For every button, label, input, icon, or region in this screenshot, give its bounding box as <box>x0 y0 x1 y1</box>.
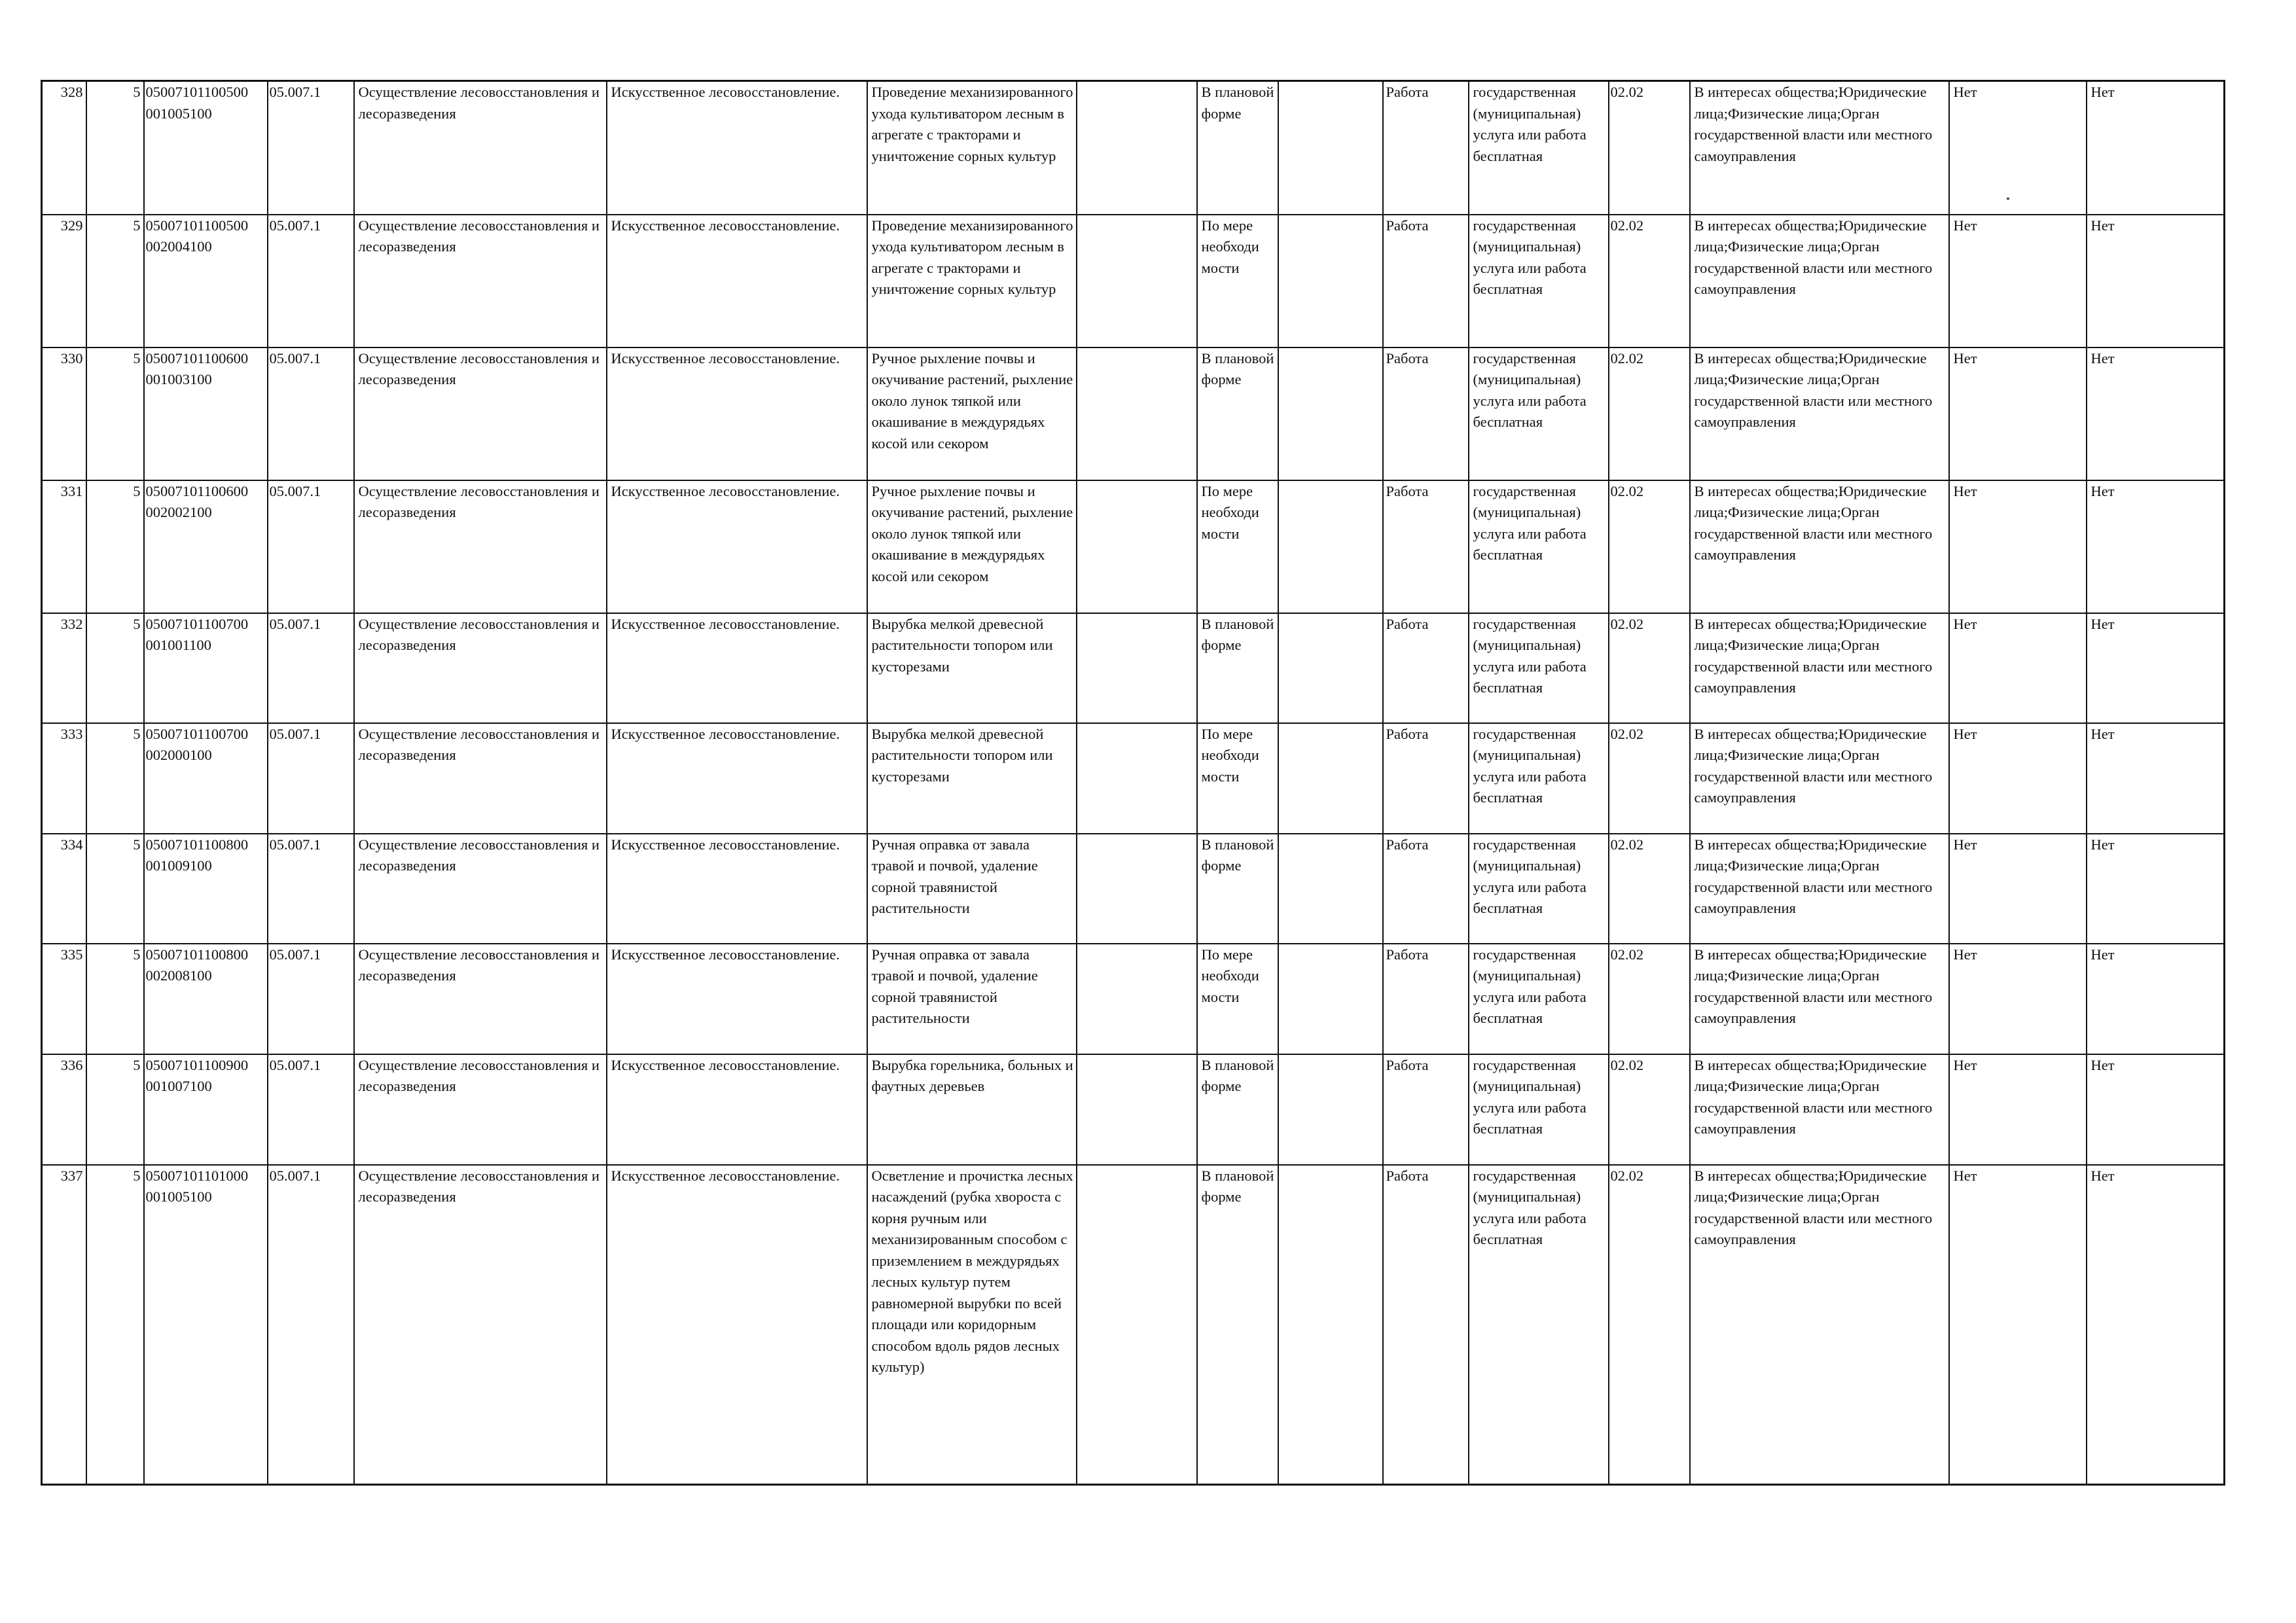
cell-service: государственная (муниципальная) услуга или работа бесплатная <box>1469 480 1609 613</box>
cell-empty2 <box>1278 81 1383 215</box>
cell-activity: Осуществление лесовосстановления и лесоразведения <box>354 834 607 944</box>
cell-kind: Работа <box>1383 348 1469 480</box>
cell-no1: Нет <box>1949 348 2087 480</box>
cell-no1: Нет <box>1949 215 2087 348</box>
cell-no2: Нет <box>2087 348 2225 480</box>
table-row <box>42 723 2225 834</box>
cell-activity: Осуществление лесовосстановления и лесоразведения <box>354 81 607 215</box>
cell-empty2 <box>1278 348 1383 480</box>
cell-code2: 02.02 <box>1609 944 1690 1054</box>
cell-empty2 <box>1278 480 1383 613</box>
cell-code2: 02.02 <box>1609 1054 1690 1165</box>
cell-okved: 05.007.1 <box>268 1054 354 1165</box>
table-row <box>42 1165 2225 1485</box>
cell-num: 336 <box>42 1054 86 1165</box>
cell-code2: 02.02 <box>1609 834 1690 944</box>
cell-okved: 05.007.1 <box>268 834 354 944</box>
cell-okved: 05.007.1 <box>268 480 354 613</box>
table-row <box>42 944 2225 1054</box>
cell-no2: Нет <box>2087 1165 2225 1485</box>
cell-kind: Работа <box>1383 1054 1469 1165</box>
cell-type: Искусственное лесовосстановление. <box>607 81 867 215</box>
cell-empty2 <box>1278 1054 1383 1165</box>
cell-activity: Осуществление лесовосстановления и лесоразведения <box>354 613 607 723</box>
cell-num: 328 <box>42 81 86 215</box>
cell-work: Ручное рыхление почвы и окучивание растений, рыхление около лунок тяпкой или окашивание в междурядьях косой или секором <box>867 348 1077 480</box>
cell-okved: 05.007.1 <box>268 1165 354 1485</box>
cell-empty1 <box>1077 723 1197 834</box>
cell-kind: Работа <box>1383 1165 1469 1485</box>
cell-sub: 5 <box>86 613 144 723</box>
cell-num: 331 <box>42 480 86 613</box>
cell-sub: 5 <box>86 480 144 613</box>
cell-kind: Работа <box>1383 723 1469 834</box>
cell-type: Искусственное лесовосстановление. <box>607 215 867 348</box>
cell-code2: 02.02 <box>1609 81 1690 215</box>
cell-work: Вырубка мелкой древесной растительности топором или кусторезами <box>867 613 1077 723</box>
cell-empty2 <box>1278 1165 1383 1485</box>
cell-type: Искусственное лесовосстановление. <box>607 944 867 1054</box>
cell-okved: 05.007.1 <box>268 348 354 480</box>
cell-activity: Осуществление лесовосстановления и лесоразведения <box>354 1165 607 1485</box>
table-body <box>42 81 2225 1485</box>
cell-interest: В интересах общества;Юридические лица;Физические лица;Орган государственной власти или местного самоуправления <box>1690 480 1949 613</box>
cell-interest: В интересах общества;Юридические лица;Физические лица;Орган государственной власти или местного самоуправления <box>1690 215 1949 348</box>
cell-empty1 <box>1077 944 1197 1054</box>
cell-no2: Нет <box>2087 1054 2225 1165</box>
cell-work: Вырубка горельника, больных и фаутных деревьев <box>867 1054 1077 1165</box>
cell-type: Искусственное лесовосстановление. <box>607 1054 867 1165</box>
cell-code: 05007101100800 002008100 <box>144 944 268 1054</box>
cell-service: государственная (муниципальная) услуга или работа бесплатная <box>1469 723 1609 834</box>
cell-form: По мере необходи мости <box>1197 944 1278 1054</box>
table-row <box>42 215 2225 348</box>
cell-service: государственная (муниципальная) услуга или работа бесплатная <box>1469 613 1609 723</box>
cell-empty1 <box>1077 1165 1197 1485</box>
cell-no2: Нет <box>2087 480 2225 613</box>
cell-code: 05007101100700 002000100 <box>144 723 268 834</box>
cell-no1: Нет <box>1949 1054 2087 1165</box>
cell-type: Искусственное лесовосстановление. <box>607 834 867 944</box>
cell-type: Искусственное лесовосстановление. <box>607 723 867 834</box>
cell-interest: В интересах общества;Юридические лица;Физические лица;Орган государственной власти или местного самоуправления <box>1690 613 1949 723</box>
cell-no1: Нет <box>1949 834 2087 944</box>
cell-empty2 <box>1278 613 1383 723</box>
cell-work: Ручная оправка от завала травой и почвой, удаление сорной травянистой растительности <box>867 944 1077 1054</box>
cell-interest: В интересах общества;Юридические лица;Физические лица;Орган государственной власти или местного самоуправления <box>1690 944 1949 1054</box>
cell-code2: 02.02 <box>1609 480 1690 613</box>
cell-activity: Осуществление лесовосстановления и лесоразведения <box>354 944 607 1054</box>
cell-code: 05007101100600 002002100 <box>144 480 268 613</box>
cell-activity: Осуществление лесовосстановления и лесоразведения <box>354 215 607 348</box>
cell-num: 332 <box>42 613 86 723</box>
cell-form: По мере необходи мости <box>1197 215 1278 348</box>
cell-work: Ручная оправка от завала травой и почвой, удаление сорной травянистой растительности <box>867 834 1077 944</box>
cell-okved: 05.007.1 <box>268 613 354 723</box>
cell-no2: Нет <box>2087 613 2225 723</box>
cell-work: Проведение механизированного ухода культиватором лесным в агрегате с тракторами и уничтожение сорных культур <box>867 215 1077 348</box>
cell-code2: 02.02 <box>1609 215 1690 348</box>
cell-empty1 <box>1077 834 1197 944</box>
registry-table <box>41 80 2225 1486</box>
cell-code2: 02.02 <box>1609 613 1690 723</box>
cell-type: Искусственное лесовосстановление. <box>607 1165 867 1485</box>
cell-no1: Нет <box>1949 81 2087 215</box>
cell-kind: Работа <box>1383 834 1469 944</box>
cell-activity: Осуществление лесовосстановления и лесоразведения <box>354 723 607 834</box>
cell-empty2 <box>1278 944 1383 1054</box>
cell-interest: В интересах общества;Юридические лица;Физические лица;Орган государственной власти или местного самоуправления <box>1690 1165 1949 1485</box>
cell-service: государственная (муниципальная) услуга или работа бесплатная <box>1469 944 1609 1054</box>
cell-code: 05007101101000 001005100 <box>144 1165 268 1485</box>
cell-no1: Нет <box>1949 1165 2087 1485</box>
cell-num: 330 <box>42 348 86 480</box>
cell-form: В плановой форме <box>1197 81 1278 215</box>
cell-okved: 05.007.1 <box>268 215 354 348</box>
cell-kind: Работа <box>1383 215 1469 348</box>
cell-service: государственная (муниципальная) услуга или работа бесплатная <box>1469 1165 1609 1485</box>
cell-num: 333 <box>42 723 86 834</box>
cell-okved: 05.007.1 <box>268 723 354 834</box>
cell-work: Вырубка мелкой древесной растительности топором или кусторезами <box>867 723 1077 834</box>
cell-kind: Работа <box>1383 944 1469 1054</box>
cell-code2: 02.02 <box>1609 1165 1690 1485</box>
cell-okved: 05.007.1 <box>268 944 354 1054</box>
cell-empty1 <box>1077 480 1197 613</box>
cell-code: 05007101100500 001005100 <box>144 81 268 215</box>
cell-empty2 <box>1278 834 1383 944</box>
cell-work: Проведение механизированного ухода культиватором лесным в агрегате с тракторами и уничтожение сорных культур <box>867 81 1077 215</box>
cell-no2: Нет <box>2087 723 2225 834</box>
cell-kind: Работа <box>1383 613 1469 723</box>
cell-form: В плановой форме <box>1197 834 1278 944</box>
cell-no1: Нет <box>1949 613 2087 723</box>
cell-form: В плановой форме <box>1197 613 1278 723</box>
cell-sub: 5 <box>86 215 144 348</box>
cell-form: В плановой форме <box>1197 1054 1278 1165</box>
cell-code: 05007101100700 001001100 <box>144 613 268 723</box>
cell-okved: 05.007.1 <box>268 81 354 215</box>
cell-form: В плановой форме <box>1197 348 1278 480</box>
cell-code: 05007101100600 001003100 <box>144 348 268 480</box>
table-row <box>42 81 2225 215</box>
scan-speck <box>2007 198 2009 200</box>
cell-activity: Осуществление лесовосстановления и лесоразведения <box>354 480 607 613</box>
cell-code2: 02.02 <box>1609 723 1690 834</box>
cell-service: государственная (муниципальная) услуга или работа бесплатная <box>1469 215 1609 348</box>
cell-no2: Нет <box>2087 81 2225 215</box>
cell-num: 337 <box>42 1165 86 1485</box>
cell-no1: Нет <box>1949 723 2087 834</box>
cell-empty2 <box>1278 723 1383 834</box>
cell-sub: 5 <box>86 1054 144 1165</box>
cell-work: Ручное рыхление почвы и окучивание растений, рыхление около лунок тяпкой или окашивание в междурядьях косой или секором <box>867 480 1077 613</box>
cell-service: государственная (муниципальная) услуга или работа бесплатная <box>1469 348 1609 480</box>
table-row <box>42 834 2225 944</box>
cell-sub: 5 <box>86 1165 144 1485</box>
cell-activity: Осуществление лесовосстановления и лесоразведения <box>354 348 607 480</box>
cell-no2: Нет <box>2087 944 2225 1054</box>
cell-empty1 <box>1077 1054 1197 1165</box>
table-row <box>42 480 2225 613</box>
cell-num: 329 <box>42 215 86 348</box>
cell-type: Искусственное лесовосстановление. <box>607 348 867 480</box>
cell-activity: Осуществление лесовосстановления и лесоразведения <box>354 1054 607 1165</box>
cell-empty1 <box>1077 215 1197 348</box>
cell-form: В плановой форме <box>1197 1165 1278 1485</box>
cell-interest: В интересах общества;Юридические лица;Физические лица;Орган государственной власти или местного самоуправления <box>1690 348 1949 480</box>
cell-no2: Нет <box>2087 834 2225 944</box>
cell-sub: 5 <box>86 944 144 1054</box>
cell-interest: В интересах общества;Юридические лица;Физические лица;Орган государственной власти или местного самоуправления <box>1690 81 1949 215</box>
table-row <box>42 1054 2225 1165</box>
cell-empty1 <box>1077 348 1197 480</box>
cell-no2: Нет <box>2087 215 2225 348</box>
cell-type: Искусственное лесовосстановление. <box>607 480 867 613</box>
cell-service: государственная (муниципальная) услуга или работа бесплатная <box>1469 834 1609 944</box>
cell-num: 334 <box>42 834 86 944</box>
cell-service: государственная (муниципальная) услуга или работа бесплатная <box>1469 1054 1609 1165</box>
cell-form: По мере необходи мости <box>1197 723 1278 834</box>
cell-sub: 5 <box>86 81 144 215</box>
cell-kind: Работа <box>1383 81 1469 215</box>
cell-work: Осветление и прочистка лесных насаждений (рубка хвороста с корня ручным или механизированным способом с приземлением в междурядьях лесных культур путем равномерной вырубки по всей площади или коридорным способом вдоль рядов лесных культур) <box>867 1165 1077 1485</box>
cell-interest: В интересах общества;Юридические лица;Физические лица;Орган государственной власти или местного самоуправления <box>1690 723 1949 834</box>
cell-sub: 5 <box>86 834 144 944</box>
cell-sub: 5 <box>86 723 144 834</box>
cell-no1: Нет <box>1949 480 2087 613</box>
cell-code: 05007101100900 001007100 <box>144 1054 268 1165</box>
cell-code: 05007101100800 001009100 <box>144 834 268 944</box>
cell-sub: 5 <box>86 348 144 480</box>
cell-interest: В интересах общества;Юридические лица;Физические лица;Орган государственной власти или местного самоуправления <box>1690 834 1949 944</box>
cell-code2: 02.02 <box>1609 348 1690 480</box>
cell-empty2 <box>1278 215 1383 348</box>
cell-kind: Работа <box>1383 480 1469 613</box>
cell-interest: В интересах общества;Юридические лица;Физические лица;Орган государственной власти или местного самоуправления <box>1690 1054 1949 1165</box>
table-row <box>42 613 2225 723</box>
cell-empty1 <box>1077 613 1197 723</box>
cell-type: Искусственное лесовосстановление. <box>607 613 867 723</box>
cell-no1: Нет <box>1949 944 2087 1054</box>
cell-form: По мере необходи мости <box>1197 480 1278 613</box>
cell-service: государственная (муниципальная) услуга или работа бесплатная <box>1469 81 1609 215</box>
cell-code: 05007101100500 002004100 <box>144 215 268 348</box>
cell-num: 335 <box>42 944 86 1054</box>
cell-empty1 <box>1077 81 1197 215</box>
table-row <box>42 348 2225 480</box>
